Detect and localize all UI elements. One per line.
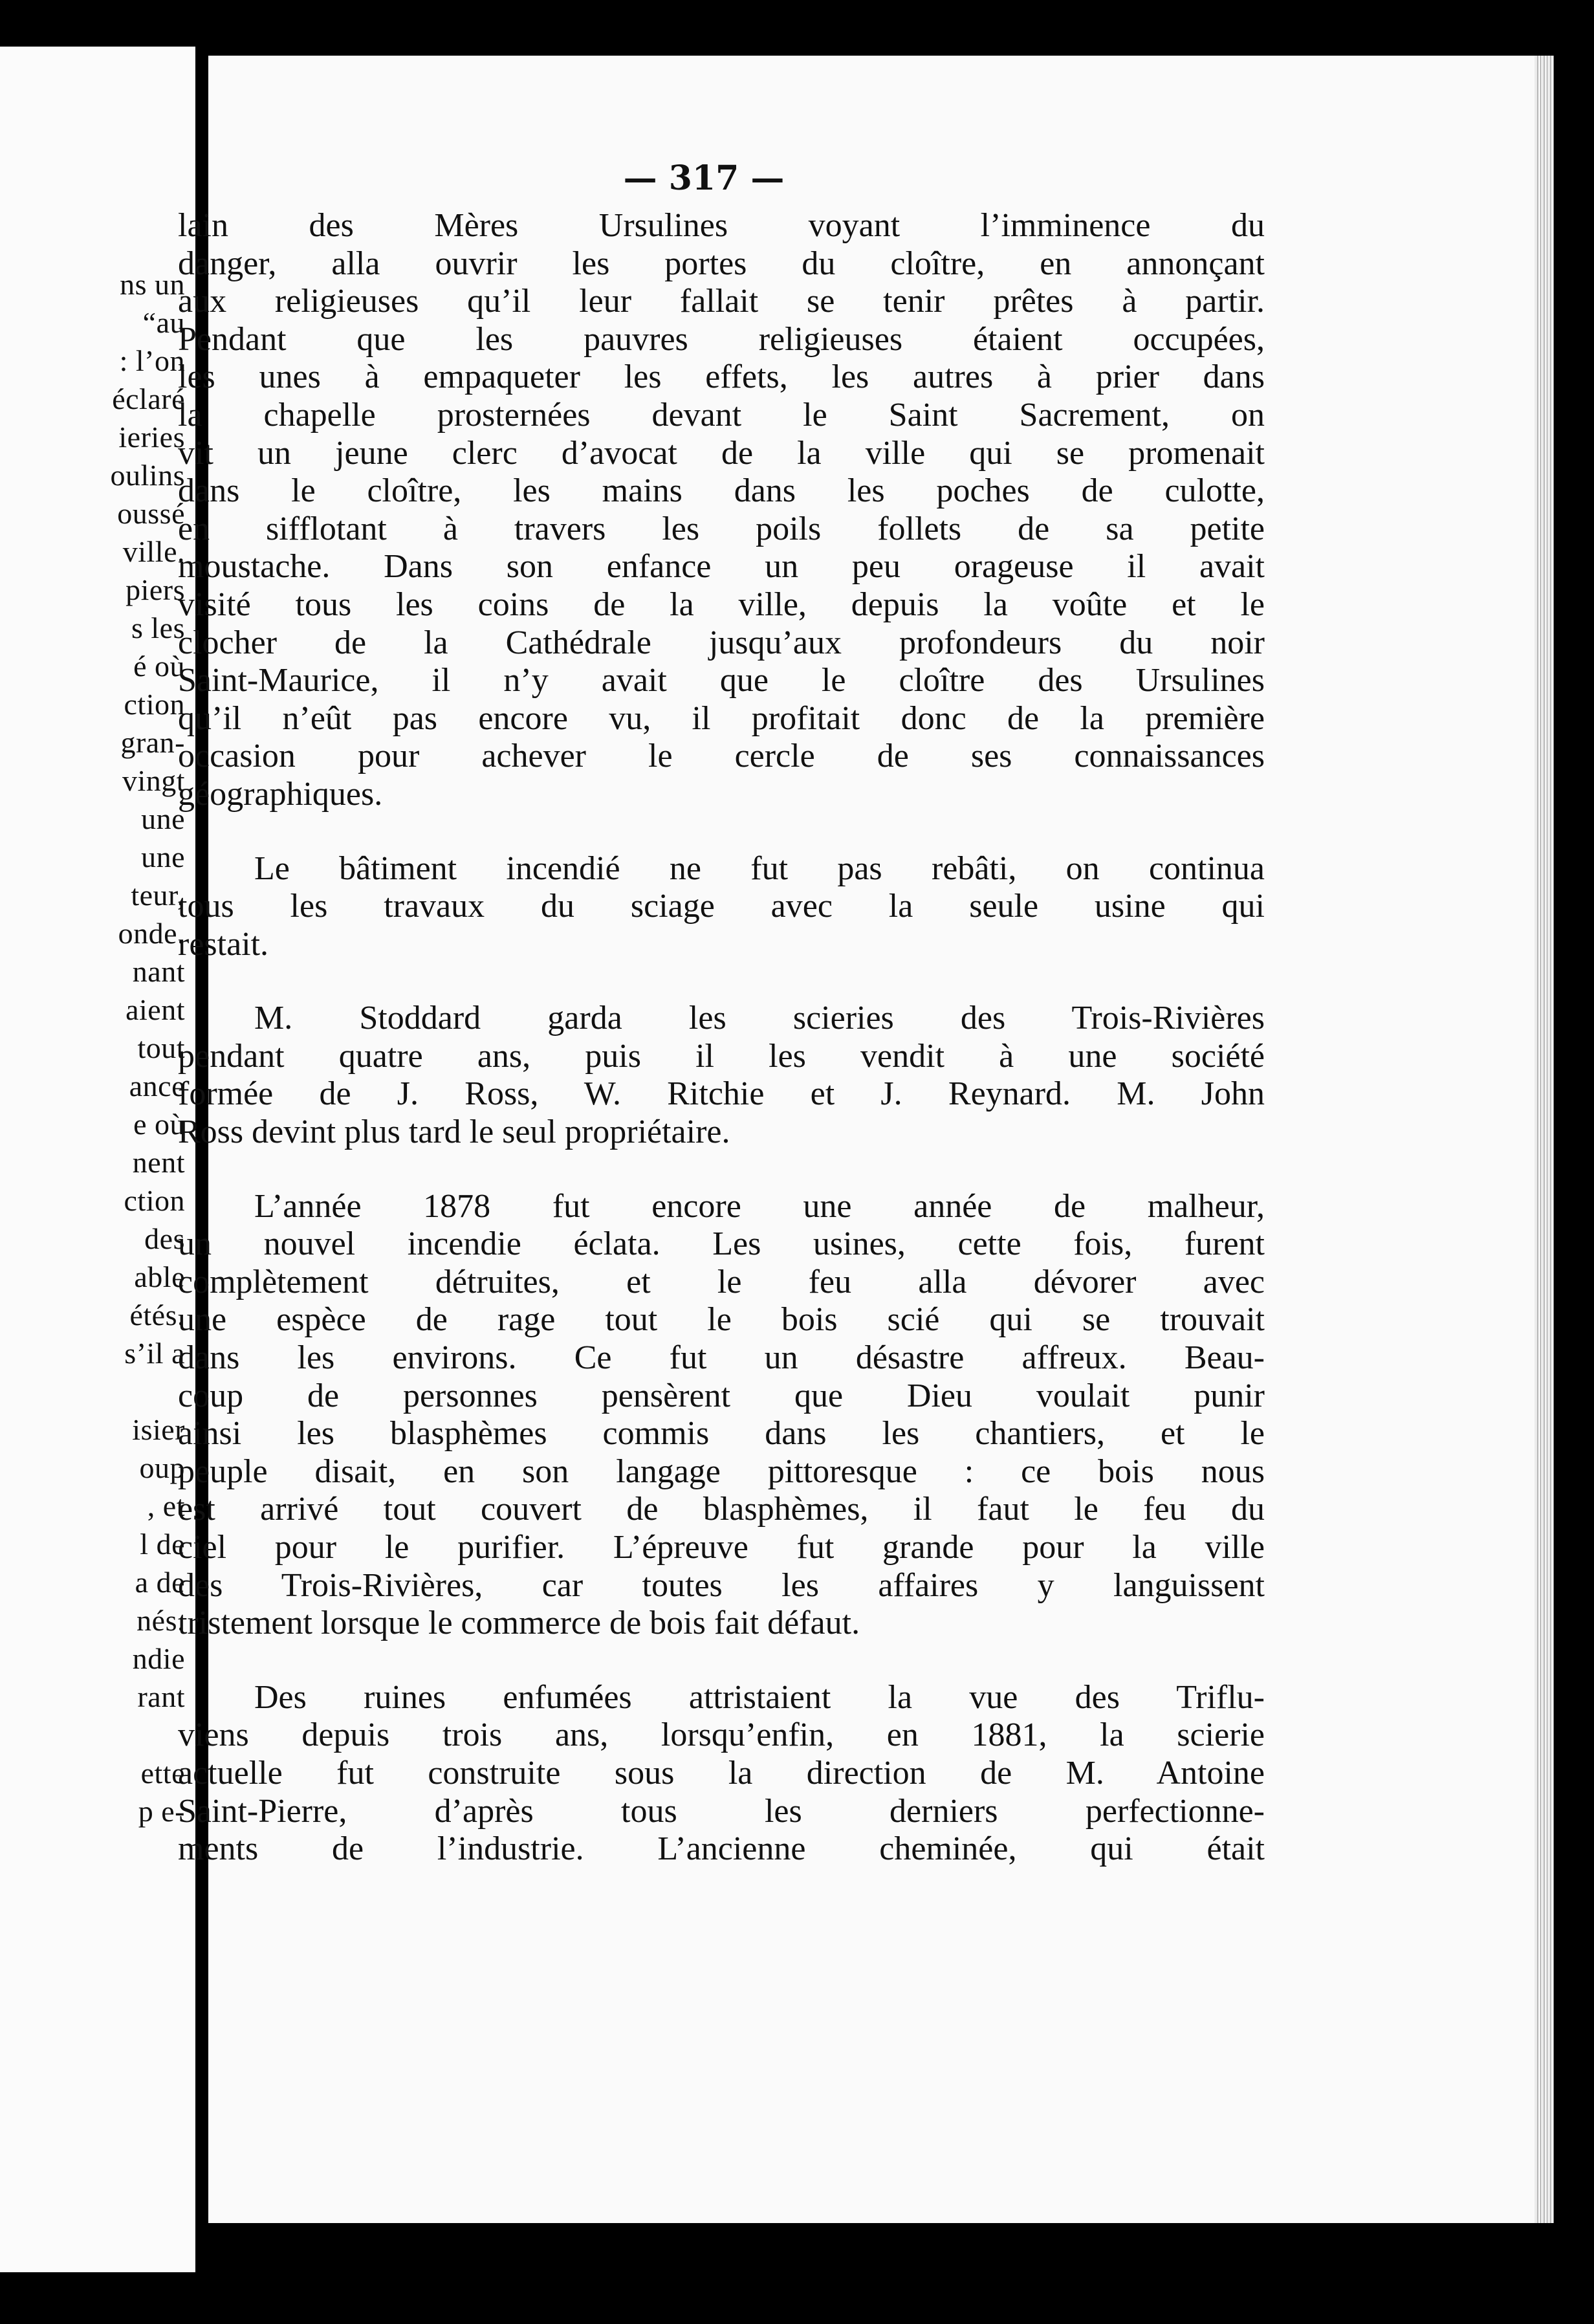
adjacent-page-line: ction — [124, 688, 185, 721]
text-line: aux religieuses qu’il leur fallait se tenir prêtes à partir. — [178, 283, 1265, 320]
paragraph — [178, 1188, 1265, 1643]
adjacent-page-line: nent — [132, 1146, 185, 1179]
adjacent-page-line: “au — [142, 306, 185, 339]
page-edge — [1534, 56, 1554, 2223]
page-body-text — [178, 207, 1265, 1869]
text-line: danger, alla ouvrir les portes du cloître, en annonçant — [178, 245, 1265, 282]
text-line: dans le cloître, les mains dans les poches de culotte, — [178, 472, 1265, 510]
adjacent-page-line: teur, — [131, 879, 185, 912]
adjacent-page-line: s’il a — [124, 1337, 185, 1370]
adjacent-page-line: ndie — [132, 1642, 185, 1675]
text-line: tristement lorsque le commerce de bois fait défaut. — [178, 1605, 860, 1642]
text-line: Saint-Pierre, d’après tous les derniers perfectionne- — [178, 1792, 1265, 1830]
adjacent-page-line: e où — [133, 1108, 185, 1141]
adjacent-page-line: ette — [140, 1757, 185, 1790]
text-line: pendant quatre ans, puis il les vendit à une société — [178, 1037, 1265, 1075]
text-line: un nouvel incendie éclata. Les usines, cette fois, furent — [178, 1225, 1265, 1263]
adjacent-page-line: , et — [147, 1489, 185, 1522]
text-line: des Trois-Rivières, car toutes les affaires y languissent — [178, 1566, 1265, 1604]
adjacent-page-line: des — [144, 1222, 185, 1255]
adjacent-page-text — [0, 265, 185, 1830]
adjacent-page-line: rant — [137, 1680, 185, 1713]
text-line: une espèce de rage tout le bois scié qui se trouvait — [178, 1301, 1265, 1339]
text-line: complètement détruites, et le feu alla dévorer avec — [178, 1263, 1265, 1300]
adjacent-page-line: a de — [135, 1566, 185, 1599]
adjacent-page-line: oup — [139, 1451, 185, 1484]
text-line: est arrivé tout couvert de blasphèmes, il faut le feu du — [178, 1491, 1265, 1528]
text-line: en sifflotant à travers les poils follets de sa petite — [178, 510, 1265, 547]
text-line: Pendant que les pauvres religieuses étaient occupées, — [178, 320, 1265, 358]
adjacent-page-line: gran- — [120, 726, 185, 759]
adjacent-page-line: oussé — [117, 497, 185, 530]
adjacent-page-line: s les — [131, 611, 185, 644]
text-line: Ross devint plus tard le seul propriétaire. — [178, 1113, 730, 1151]
adjacent-page-line: able — [134, 1260, 185, 1293]
adjacent-page-line: tout — [137, 1031, 185, 1064]
adjacent-page-line: étés. — [129, 1299, 185, 1332]
text-line: la chapelle prosternées devant le Saint Sacrement, on — [178, 396, 1265, 433]
paragraph — [178, 1000, 1265, 1151]
text-line: Saint-Maurice, il n’y avait que le cloître des Ursulines — [178, 662, 1265, 699]
paragraph — [178, 1679, 1265, 1869]
text-line: actuelle fut construite sous la direction de M. Antoine — [178, 1754, 1265, 1792]
text-line: L’année 1878 fut encore une année de malheur, — [254, 1187, 1265, 1225]
adjacent-page-line: piers — [126, 573, 185, 606]
adjacent-page-line: vingt — [122, 764, 185, 797]
adjacent-page-line: une — [141, 840, 185, 873]
text-line: restait. — [178, 925, 269, 963]
text-line: ments de l’industrie. L’ancienne cheminée, qui était — [178, 1830, 1265, 1868]
adjacent-page-line: isier — [132, 1413, 185, 1446]
adjacent-page-fragment — [0, 47, 195, 2272]
adjacent-page-line: é où — [133, 650, 185, 683]
adjacent-page-line: l de — [140, 1528, 185, 1561]
text-line: formée de J. Ross, W. Ritchie et J. Reynard. M. John — [178, 1075, 1265, 1113]
adjacent-page-line: ance — [129, 1069, 185, 1102]
text-line: les unes à empaqueter les effets, les autres à prier dans — [178, 358, 1265, 396]
adjacent-page-line: ction — [124, 1184, 185, 1217]
adjacent-page-line: onde. — [118, 917, 185, 950]
text-line: lain des Mères Ursulines voyant l’imminence du — [178, 207, 1265, 244]
adjacent-page-line: oulins — [110, 459, 185, 492]
text-line: Des ruines enfumées attristaient la vue des Triflu- — [254, 1678, 1265, 1716]
adjacent-page-line: ieries — [118, 421, 185, 454]
text-line: dans les environs. Ce fut un désastre affreux. Beau- — [178, 1339, 1265, 1377]
page-number: — 317 — — [623, 159, 785, 198]
text-line: clocher de la Cathédrale jusqu’aux profondeurs du noir — [178, 624, 1265, 661]
text-line: géographiques. — [178, 775, 383, 813]
text-line: qu’il n’eût pas encore vu, il profitait donc de la première — [178, 699, 1265, 737]
text-line: visité tous les coins de la ville, depuis la voûte et le — [178, 586, 1265, 623]
text-line: viens depuis trois ans, lorsqu’enfin, en 1881, la scierie — [178, 1716, 1265, 1754]
text-line: peuple disait, en son langage pittoresque : ce bois nous — [178, 1453, 1265, 1490]
text-line: tous les travaux du sciage avec la seule usine qui — [178, 888, 1265, 925]
adjacent-page-line: nés. — [136, 1604, 185, 1637]
adjacent-page-line: éclaré — [112, 382, 185, 415]
adjacent-page-gap — [0, 1372, 185, 1410]
paragraph — [178, 850, 1265, 964]
adjacent-page-line: aient — [126, 993, 185, 1026]
adjacent-page-gap — [0, 1716, 185, 1754]
text-line: Le bâtiment incendié ne fut pas rebâti, on continua — [254, 850, 1265, 887]
adjacent-page-line: nant — [132, 955, 185, 988]
text-line: coup de personnes pensèrent que Dieu voulait punir — [178, 1377, 1265, 1414]
text-line: vit un jeune clerc d’avocat de la ville qui se promenait — [178, 434, 1265, 472]
adjacent-page-line: p e- — [138, 1795, 185, 1828]
text-line: ainsi les blasphèmes commis dans les chantiers, et le — [178, 1415, 1265, 1453]
text-line: M. Stoddard garda les scieries des Trois-Rivières — [254, 1000, 1265, 1037]
paragraph — [178, 207, 1265, 814]
text-line: occasion pour achever le cercle de ses connaissances — [178, 738, 1265, 775]
adjacent-page-line: : l’on — [119, 344, 185, 377]
text-line: ciel pour le purifier. L’épreuve fut grande pour la ville — [178, 1529, 1265, 1566]
adjacent-page-line: ville. — [122, 535, 185, 568]
adjacent-page-line: une — [141, 802, 185, 835]
text-line: moustache. Dans son enfance un peu orageuse il avait — [178, 548, 1265, 586]
adjacent-page-line: ns un — [120, 268, 185, 301]
